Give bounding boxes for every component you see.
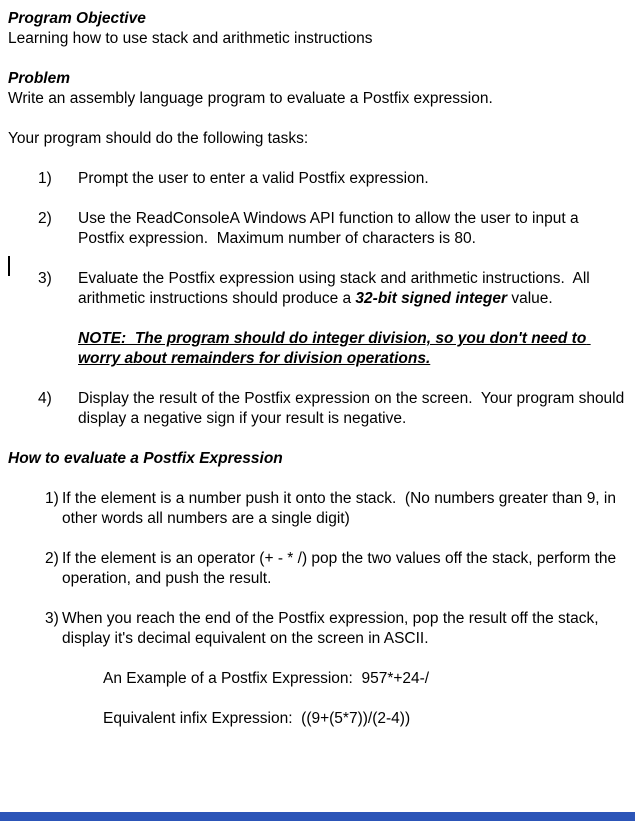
step-text: If the element is a number push it onto the stack. (No numbers greater than 9, in other words all numbers are a single digit) (62, 490, 621, 527)
list-number: 1) (45, 490, 59, 507)
task-text-run-emphasis: 32-bit signed integer (355, 290, 508, 307)
task-item-4 (8, 389, 629, 429)
step-item-1 (8, 489, 625, 529)
step-text: When you reach the end of the Postfix expression, pop the result off the stack, display it's decimal equivalent on the screen in ASCII. (62, 610, 603, 647)
list-number: 3) (45, 610, 59, 627)
list-number: 4) (38, 390, 52, 407)
task-item-3 (8, 269, 625, 309)
tasks-intro: Your program should do the following tasks: (8, 130, 309, 147)
task-text: Prompt the user to enter a valid Postfix expression. (78, 170, 429, 187)
task-item-2 (8, 209, 625, 249)
howto-heading: How to evaluate a Postfix Expression (8, 450, 283, 467)
taskbar-strip (0, 812, 635, 821)
objective-heading: Program Objective (8, 10, 146, 27)
step-item-2 (8, 549, 625, 589)
text-cursor (8, 256, 10, 276)
task-text (78, 269, 625, 309)
list-number: 2) (38, 210, 52, 227)
task-text-run-normal: Evaluate the Postfix expression using stack and arithmetic instructions. All arithmetic instructions should produce a (78, 270, 595, 307)
problem-heading: Problem (8, 70, 71, 87)
objective-text: Learning how to use stack and arithmetic instructions (8, 30, 373, 47)
task-text: Display the result of the Postfix expression on the screen. Your program should display a negative sign if your result is negative. (78, 390, 629, 427)
list-number: 1) (38, 170, 52, 187)
list-number: 3) (38, 270, 52, 287)
problem-text: Write an assembly language program to evaluate a Postfix expression. (8, 90, 493, 107)
example-postfix: An Example of a Postfix Expression: 957*+24-/ (103, 670, 430, 687)
list-number: 2) (45, 550, 59, 567)
task-text: Use the ReadConsoleA Windows API function to allow the user to input a Postfix expression. Maximum number of characters is 80. (78, 210, 583, 247)
note-text: NOTE: The program should do integer division, so you don't need to worry about remainders for division operations. (78, 330, 591, 367)
step-text: If the element is an operator (+ - * /) pop the two values off the stack, perform the operation, and push the result. (62, 550, 621, 587)
example-infix: Equivalent infix Expression: ((9+(5*7))/(2-4)) (103, 710, 411, 727)
task-text-run-after: value. (507, 290, 553, 307)
step-item-3 (8, 609, 625, 649)
steps-list (8, 489, 625, 649)
task-item-1 (8, 169, 625, 189)
tasks-list (8, 169, 629, 429)
